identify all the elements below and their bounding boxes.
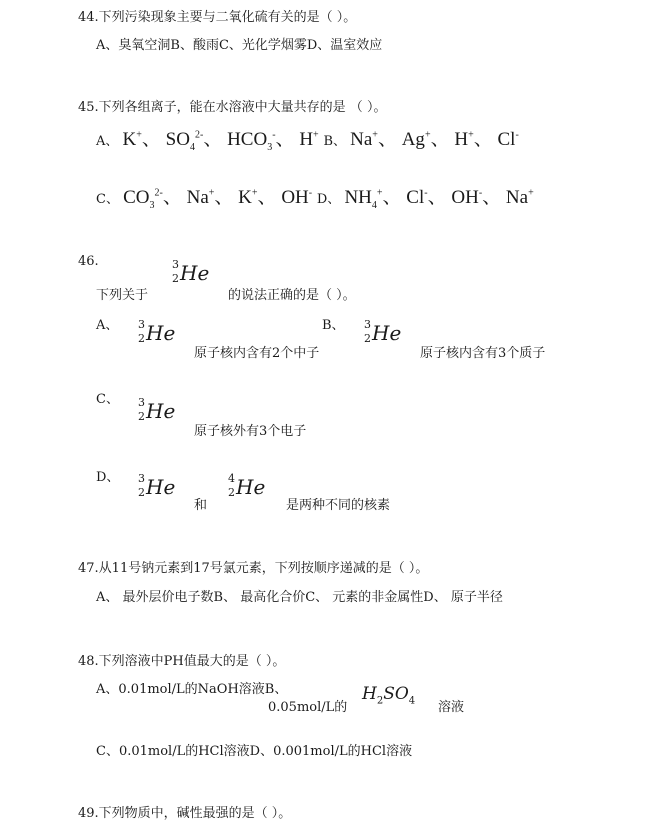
q46-c-text: 原子核外有3个电子 [194,424,307,439]
q45-d-ions: $NH_4^+$、 Cl-、 OH-、 Na+ [344,187,534,211]
q45-d-label: D、 [316,192,341,207]
q46-a-nuclide: 3 2 He [138,318,176,345]
q46-d-and: 和 [194,498,208,513]
q47-options: A、 最外层价电子数B、 最高化合价C、 元素的非金属性D、 原子半径 [96,590,503,605]
q46-d-text: 是两种不同的核素 [286,498,391,513]
q48-cd: C、0.01mol/L的HCl溶液D、0.001mol/L的HCl溶液 [96,744,413,759]
q46-d-nuclide-3: 3 2 He [138,472,176,499]
q45-a-label: A、 [96,134,119,149]
q47-stem: 47.从11号钠元素到17号氯元素，下列按顺序递减的是（ ）。 [78,561,429,576]
q48-ab: A、0.01mol/L的NaOH溶液B、 [96,682,288,697]
q46-b-nuclide: 3 2 He [364,318,402,345]
q46-number: 46. [78,254,99,269]
q46-stem-before: 下列关于 [96,288,149,303]
q45-b-ions: Na+、 Ag+、 H+、 Cl- [350,129,519,150]
q48-stem: 48.下列溶液中PH值最大的是（ ）。 [78,654,286,669]
q45-row-ab [96,124,519,153]
q46-a-text: 原子核内含有2个中子 [194,346,320,361]
q46-stem-after: 的说法正确的是（ ）。 [228,288,356,303]
q45-row-cd [96,182,534,211]
q45-stem: 45.下列各组离子，能在水溶液中大量共存的是 （ ）。 [78,100,387,115]
q45-b-label: B、 [323,134,346,149]
q49-stem: 49.下列物质中，碱性最强的是（ ）。 [78,806,292,821]
q46-b-label: B、 [322,318,345,333]
q48-b-tail: 溶液 [438,700,465,715]
q48-b-conc: 0.05mol/L的 [268,700,348,715]
q46-d-label: D、 [96,470,120,485]
q46-stem-nuclide: 3 2 He [172,258,210,285]
q46-d-nuclide-4: 4 2 He [228,472,266,499]
q45-c-ions: $CO_3^{2-}$、 Na+、 K+、 OH- [123,187,313,211]
q46-a-label: A、 [96,318,119,333]
q45-c-label: C、 [96,192,119,207]
q46-c-label: C、 [96,392,119,407]
q46-c-nuclide: 3 2 He [138,396,176,423]
q46-b-text: 原子核内含有3个质子 [420,346,546,361]
q44-stem: 44.下列污染现象主要与二氧化硫有关的是（ ）。 [78,10,357,25]
q48-b-formula: $H_2SO_4$ [362,684,416,707]
q44-options: A、臭氧空洞B、酸雨C、光化学烟雾D、温室效应 [96,38,383,53]
q45-a-ions: K+、 $SO_4^{2-}$、 $HCO_3^-$、 H+ [122,129,319,153]
